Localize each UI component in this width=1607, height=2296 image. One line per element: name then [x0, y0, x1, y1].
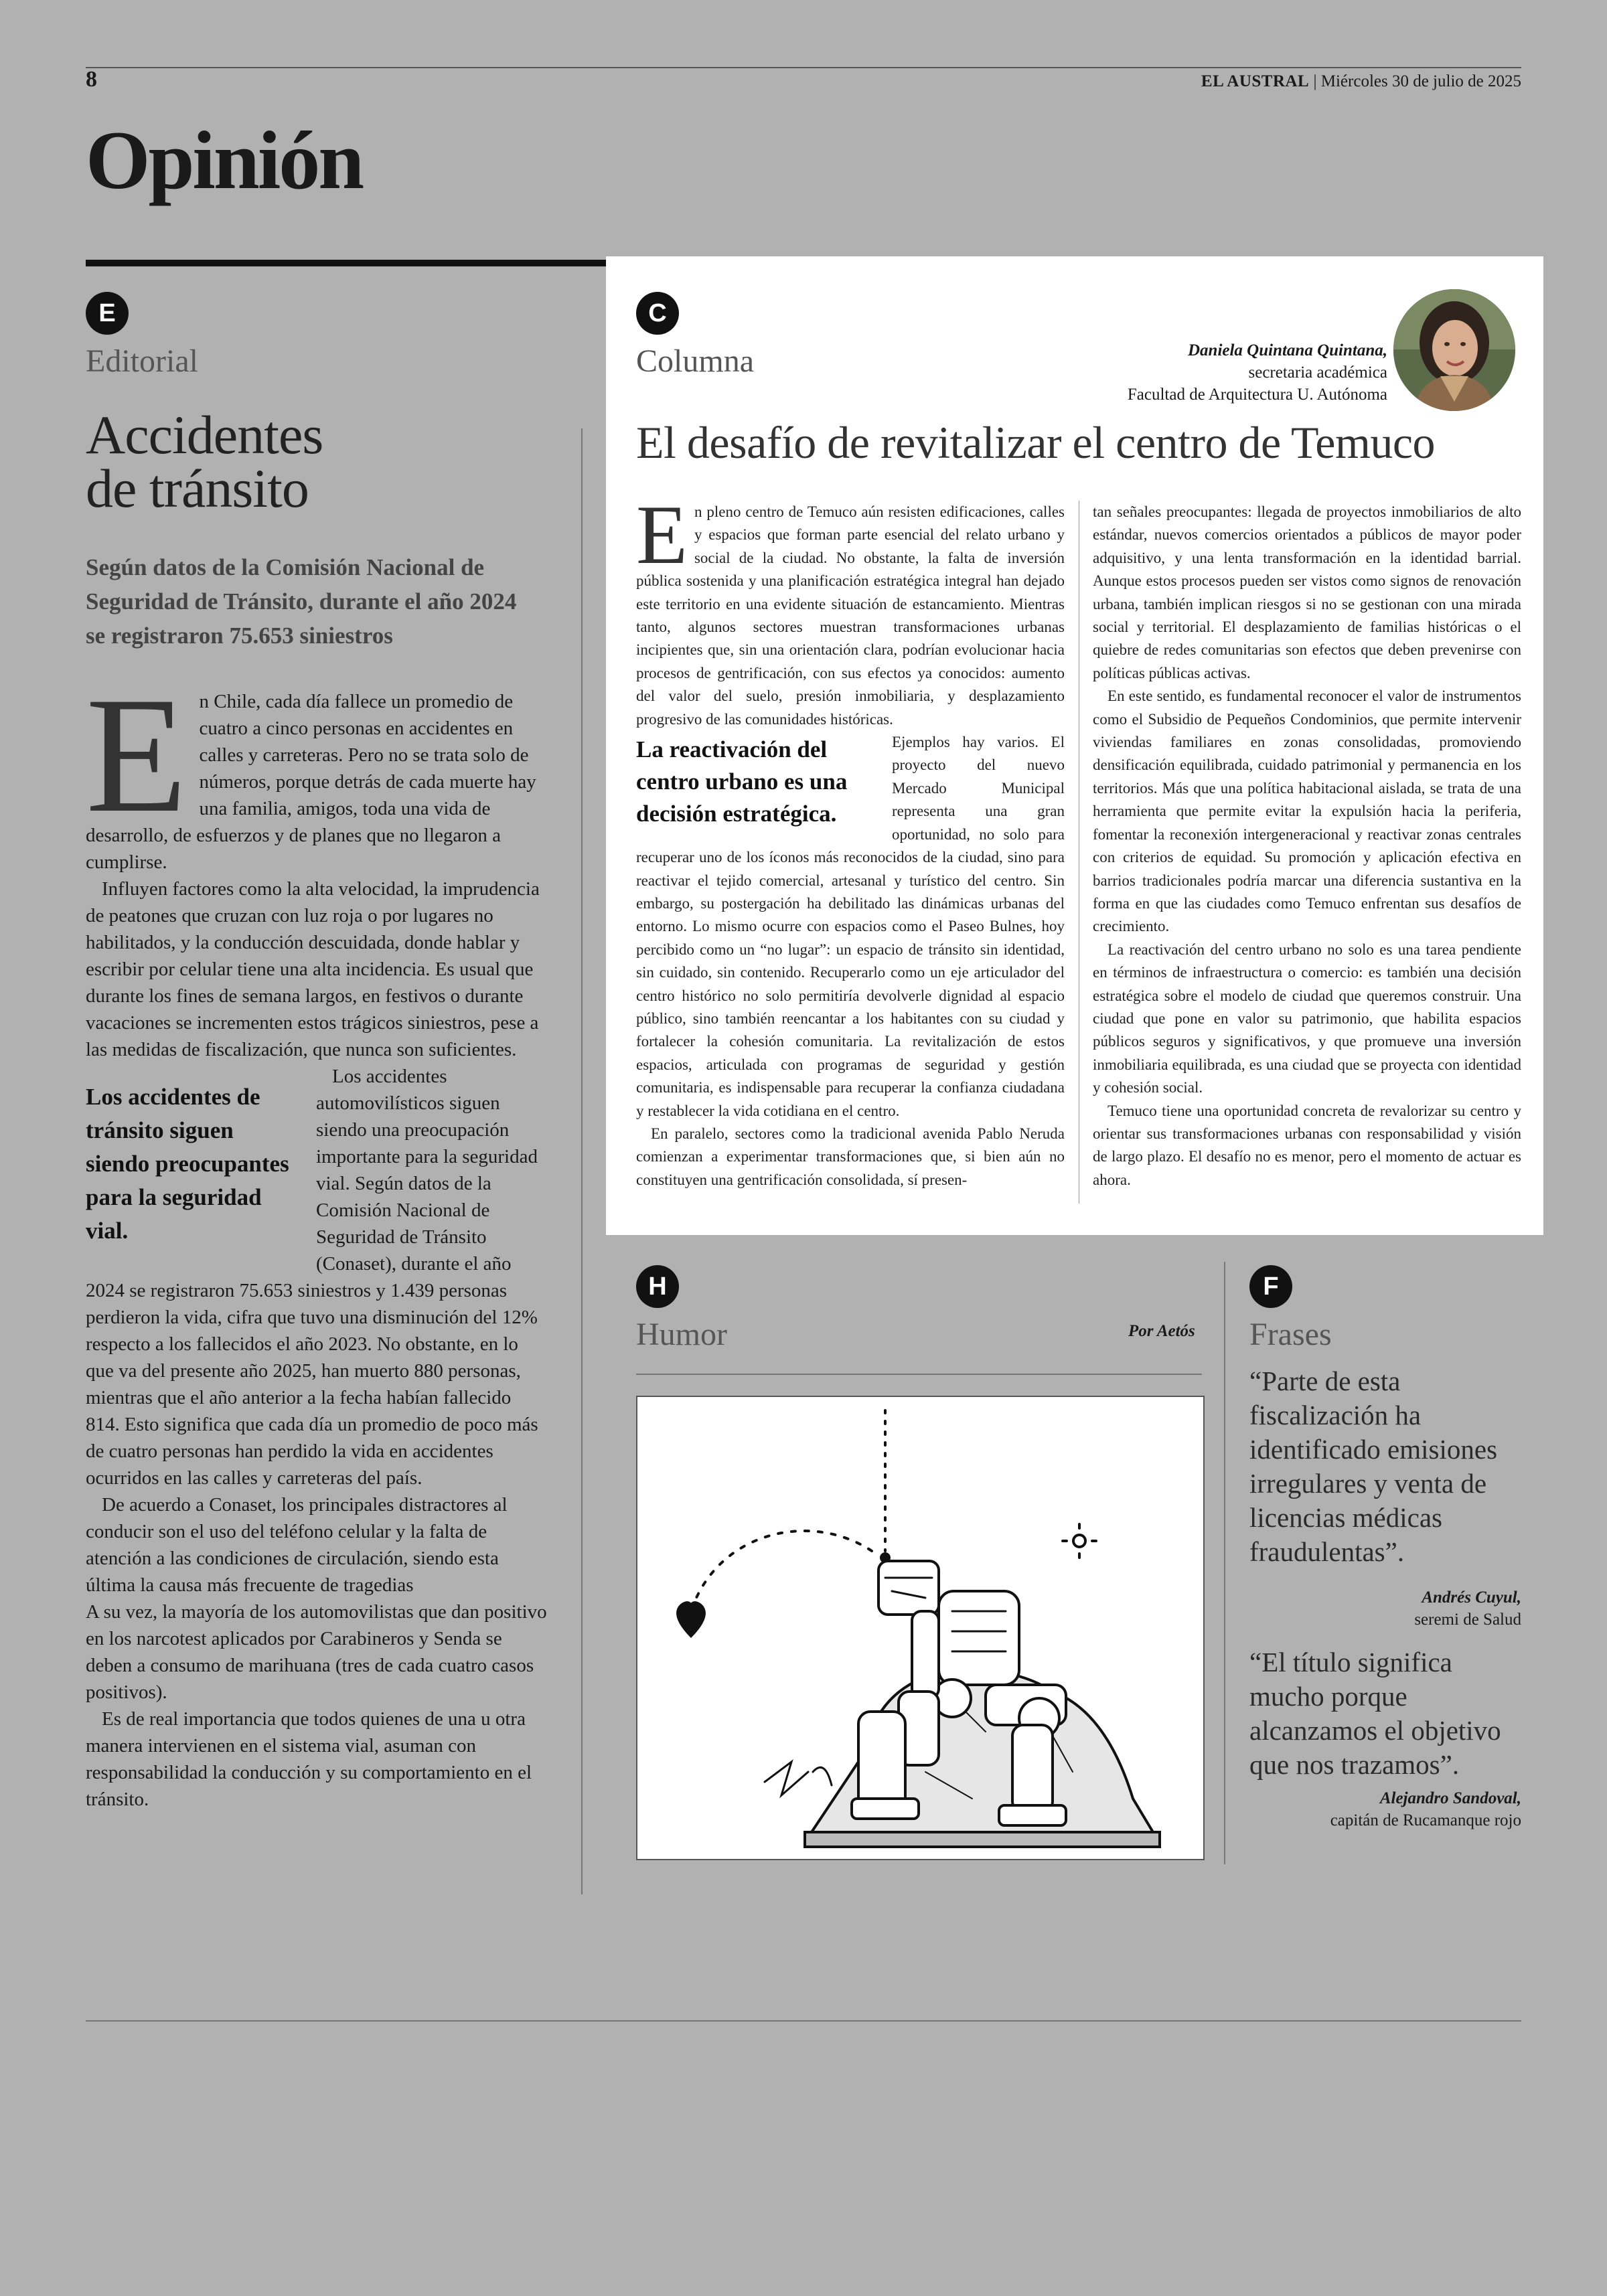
- column-label: Columna: [636, 343, 754, 379]
- column-paragraph: Temuco tiene una oportunidad concreta de revalorizar su centro y orientar sus transformaciones urbanas con responsabilidad y visión de largo plazo. El desafío no es menor, pero el momento de actuar es ahora.: [1093, 1102, 1521, 1188]
- frase-author-role: capitán de Rucamanque rojo: [1330, 1811, 1521, 1829]
- humor-rule: [636, 1374, 1202, 1375]
- humor-credit: Por Aetós: [1128, 1322, 1195, 1340]
- editorial-paragraph: De acuerdo a Conaset, los principales distractores al conducir son el uso del teléfono celular y la falta de atención a las condiciones de circulación, siendo esta última la causa más frecuente de tragedias: [86, 1494, 508, 1596]
- author-role: secretaria académica: [1248, 363, 1387, 382]
- frases-label: Frases: [1249, 1317, 1332, 1352]
- editorial-paragraph: Influyen factores como la alta velocidad, la imprudencia de peatones que cruzan con luz roja o por lugares no habilitados, y la conducción descuidada, donde hablar y escribir por celular tiene una alta incidencia. Es usual que durante los fines de semana largos, en festivos o durante vacaciones se incrementen estos trágicos siniestros, pese a las medidas de fiscalización, que nunca son suficientes.: [86, 878, 540, 1060]
- frase-author-name: Andrés Cuyul,: [1422, 1588, 1521, 1607]
- publication-dateline: [1201, 72, 1521, 91]
- humor-badge: H: [636, 1265, 679, 1308]
- editorial-headline-line: Accidentes: [86, 404, 323, 465]
- column-paragraph: La reactivación del centro urbano no solo es una tarea pendiente en términos de infraestructura o comercio: es también una decisión estratégica sobre el modelo de ciudad que queremos construir. Una ciudad que pone en valor su patrimonio, que habilita espacios públicos seguros y significativos, y que promueve una inversión inmobiliaria equilibrada, es una ciudad que se proyecta con identidad y cohesión social.: [1093, 940, 1521, 1096]
- author-name: Daniela Quintana Quintana,: [1187, 341, 1387, 359]
- frase-author-role: seremi de Salud: [1414, 1611, 1521, 1629]
- frases-badge: F: [1249, 1265, 1292, 1308]
- column-headline: El desafío de revitalizar el centro de Temuco: [636, 417, 1436, 468]
- page-number: 8: [86, 67, 97, 92]
- frase-quote: “El título significa mucho porque alcanzamos el objetivo que nos trazamos”.: [1249, 1647, 1501, 1780]
- humor-label: Humor: [636, 1317, 727, 1352]
- editorial-paragraph: Los accidentes de tránsito siguen siendo preocupantes para la seguridad vial. Los accidentes automovilísticos siguen siendo una preocupación importante para la seguridad vial. Según datos de la Comisión Nacional de Seguridad de Tránsito (Conaset), durante el año 2024 se registraron 75.653 siniestros y 1.439 personas perdieron la vida, cifra que tuvo una disminución del 12% respecto a los fallecidos el año 2023. No obstante, en lo que va del presente año 2025, han muerto 880 personas, mientras que el año anterior a la fecha habían fallecido 814. Esto significa que cada día un promedio de poco más de cuatro personas han perdido la vida en accidentes ocurridos en las calles y carreteras del país.: [86, 1066, 538, 1489]
- column-paragraph: tan señales preocupantes: llegada de proyectos inmobiliarios de alto estándar, nuevos comercios orientados a públicos de mayor poder adquisitivo, y una lenta transformación en la identidad barrial. Aunque estos procesos pueden ser vistos como signos de renovación urbana, también implican riesgos si no se gestionan con una mirada social y territorial. El desplazamiento de familias históricas o el quiebre de redes comunitarias son efectos que deben prevenirse con políticas públicas activas.: [1093, 503, 1521, 681]
- footer-rule: [86, 2020, 1521, 2022]
- editorial-lead: Según datos de la Comisión Nacional de Seguridad de Tránsito, durante el año 2024 se registraron 75.653 siniestros: [86, 554, 517, 649]
- humor-frases-divider: [1224, 1262, 1225, 1864]
- column-pull-quote: La reactivación del centro urbano es una decisión estratégica.: [636, 736, 848, 827]
- editorial-headline-line: de tránsito: [86, 458, 309, 519]
- column-body-left: [636, 489, 1065, 1192]
- publication-date: Miércoles 30 de julio de 2025: [1320, 72, 1521, 90]
- robot-thinker-drawing: [637, 1397, 1203, 1859]
- editorial-headline: [86, 404, 514, 519]
- frase-quote: “Parte de esta fiscalización ha identificado emisiones irregulares y venta de licencias médicas fraudulentas”.: [1249, 1366, 1498, 1567]
- section-title: Opinión: [86, 114, 363, 206]
- editorial-badge: E: [86, 292, 129, 335]
- editorial-body: [86, 663, 548, 1813]
- column-paragraph: En paralelo, sectores como la tradicional avenida Pablo Neruda comienzan a experimentar transformaciones que, si bien aún no constituyen una gentrificación consolidada, sí presen-: [636, 1125, 1065, 1188]
- frase-attribution: [1330, 1787, 1521, 1831]
- editorial-paragraph: En Chile, cada día fallece un promedio de cuatro a cinco personas en accidentes en calles y carreteras. Pero no se trata solo de números, porque detrás de cada muerte hay una familia, amigos, toda una vida de desarrollo, de esfuerzos y de planes que no llegaron a cumplirse.: [86, 663, 536, 873]
- editorial-pull-quote: Los accidentes de tránsito siguen siendo preocupantes para la seguridad vial.: [86, 1084, 289, 1244]
- dateline-separator: |: [1309, 72, 1321, 90]
- editorial-paragraph: A su vez, la mayoría de los automovilistas que dan positivo en los narcotest aplicados por Carabineros y Senda se deben a consumo de marihuana (tres de cada cuatro casos positivos).: [86, 1601, 547, 1703]
- header-rule: [86, 67, 1521, 68]
- editorial-paragraph: Es de real importancia que todos quienes de una u otra manera intervienen en el sistema vial, asuman con responsabilidad la conducción y su comportamiento en el tránsito.: [86, 1708, 532, 1810]
- column-badge: C: [636, 292, 679, 335]
- publication-name: EL AUSTRAL: [1201, 72, 1310, 90]
- cartoon-illustration: [636, 1396, 1205, 1860]
- author-byline: [1128, 339, 1387, 406]
- editorial-column-divider: [581, 428, 583, 1894]
- author-portrait-graphic: [1393, 289, 1515, 411]
- column-dropcap: E: [636, 489, 688, 582]
- column-paragraph: En pleno centro de Temuco aún resisten edificaciones, calles y espacios que forman parte esencial del relato urbano y social de la ciudad. No obstante, la falta de inversión pública sostenida y una planificación estratégica integral han dejado este territorio en una evidente situación de estancamiento. Mientras tanto, algunos sectores muestran transformaciones urbanas incipientes que, sin una orientación clara, podrían evolucionar hacia procesos de gentrificación, con sus efectos ya conocidos: aumento del valor del suelo, presión inmobiliaria, y desplazamiento progresivo de las comunidades históricas.: [636, 489, 1065, 728]
- column-paragraph: La reactivación del centro urbano es una decisión estratégica. Ejemplos hay varios. El proyecto del nuevo Mercado Municipal representa una gran oportunidad, no solo para recuperar uno de los íconos más reconocidos de la ciudad, sino para reactivar el tejido comercial, artesanal y turístico del centro. Sin embargo, su postergación ha debilitado las dinámicas urbanas del entorno. Lo mismo ocurre con espacios como el Paseo Bulnes, hoy percibido como un “no lugar”: un espacio de tránsito sin identidad, sin cuidado, sin contenido. Recuperarlo como un eje articulador del centro histórico no solo permitiría devolverle dignidad al espacio público, sino también reencantar a los habitantes con su ciudad y fortalecer la cohesión comunitaria. La revitalización de estos espacios, articulada con programas de seguridad y gestión comunitaria, es indispensable para recuperar la confianza ciudadana y restablecer la vida cotidiana en el centro.: [636, 734, 1065, 1119]
- frase-attribution: [1414, 1586, 1521, 1631]
- author-photo: [1393, 289, 1515, 411]
- column-body-right: [1093, 501, 1521, 1192]
- column-paragraph: En este sentido, es fundamental reconocer el valor de instrumentos como el Subsidio de Pequeños Condominios, que permite intervenir viviendas familiares en zonas consolidadas, promoviendo densificación equilibrada, cuidado patrimonial y permanencia en los territorios. Más que una política habitacional aislada, se trata de una herramienta que permite evitar la expulsión hacia la periferia, fomentar la reconexión intergeneracional y reactivar zonas centrales con criterios de equidad. Su promoción y aplicación efectiva en barrios tradicionales podría marcar una diferencia sustantiva en la forma en que las ciudades como Temuco enfrentan sus desafíos de crecimiento.: [1093, 687, 1521, 935]
- editorial-dropcap: E: [86, 663, 187, 847]
- author-affiliation: Facultad de Arquitectura U. Autónoma: [1127, 386, 1387, 404]
- frase-author-name: Alejandro Sandoval,: [1379, 1789, 1521, 1807]
- editorial-label: Editorial: [86, 343, 198, 379]
